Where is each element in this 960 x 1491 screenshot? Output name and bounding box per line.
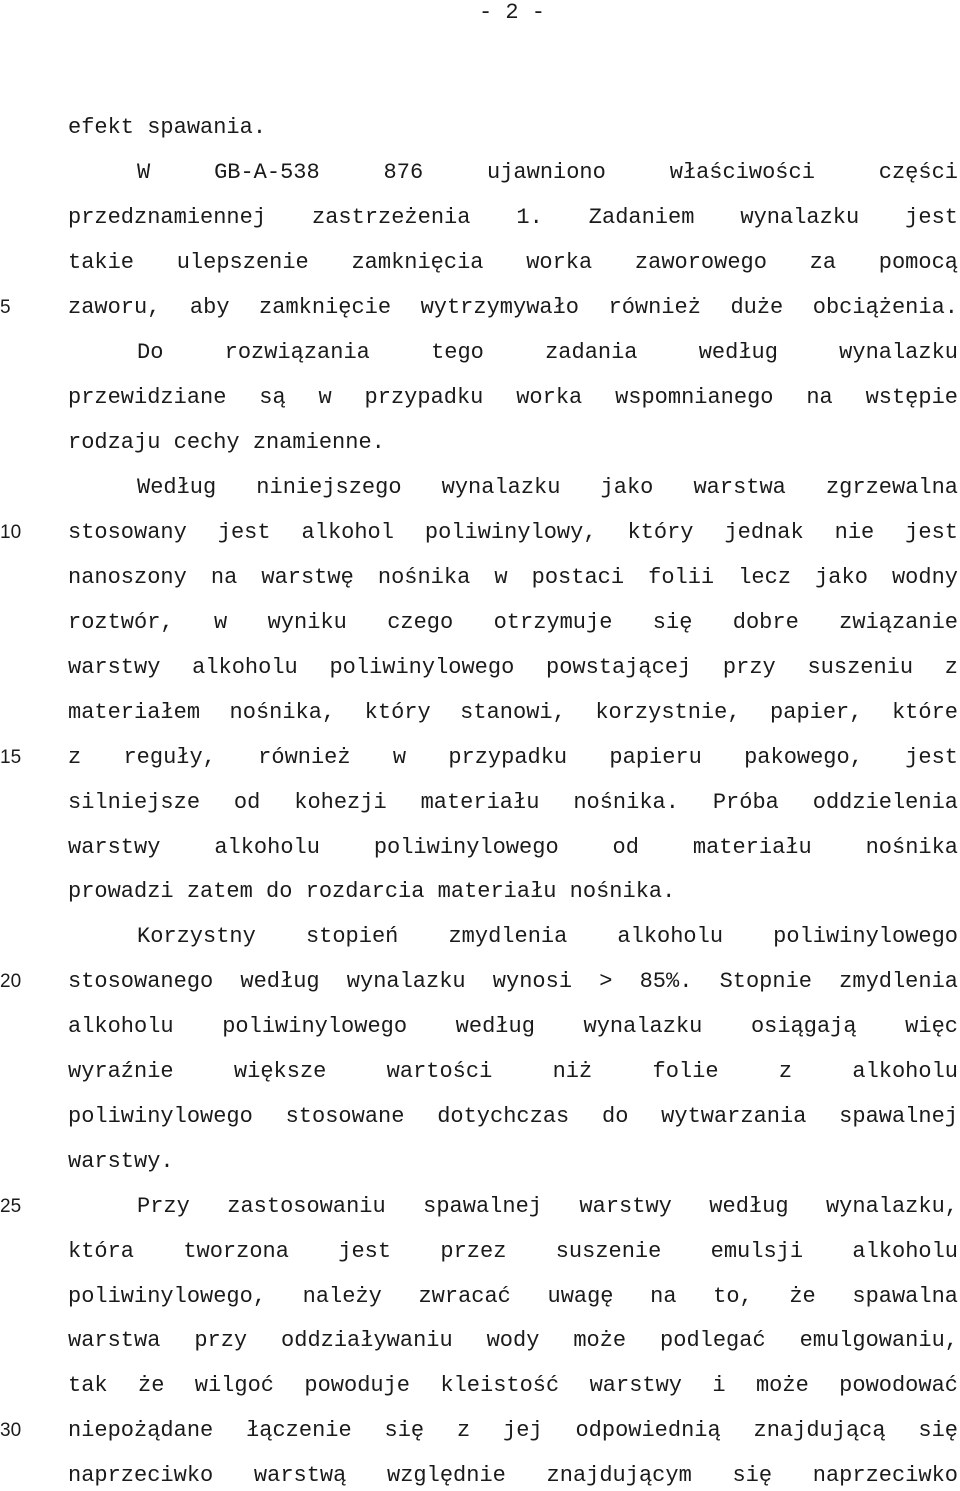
text-line: przewidziane są w przypadku worka wspomnianego na wstępie (68, 385, 958, 410)
text-line: Przy zastosowaniu spawalnej warstwy według wynalazku, (137, 1194, 958, 1219)
line-number: 25 (0, 1196, 22, 1217)
text-line: Według niniejszego wynalazku jako warstwa zgrzewalna (137, 475, 958, 500)
text-line: zaworu, aby zamknięcie wytrzymywało również duże obciążenia. (68, 295, 958, 320)
line-number: 5 (0, 297, 11, 318)
text-line: nanoszony na warstwę nośnika w postaci folii lecz jako wodny (68, 565, 958, 590)
text-line: niepożądane łączenie się z jej odpowiednią znajdującą się (68, 1418, 958, 1443)
text-line: naprzeciwko warstwą względnie znajdującym się naprzeciwko (68, 1463, 958, 1488)
text-line: W GB-A-538 876 ujawniono właściwości części (137, 160, 958, 185)
text-line: alkoholu poliwinylowego według wynalazku osiągają więc (68, 1014, 958, 1039)
text-line: warstwy. (68, 1149, 174, 1174)
text-line: prowadzi zatem do rozdarcia materiału nośnika. (68, 879, 676, 904)
text-line: przedznamiennej zastrzeżenia 1. Zadaniem wynalazku jest (68, 205, 958, 230)
text-line: z reguły, również w przypadku papieru pakowego, jest (68, 745, 958, 770)
line-number: 30 (0, 1420, 22, 1441)
page-number: - 2 - (478, 0, 545, 25)
text-line: stosowany jest alkohol poliwinylowy, który jednak nie jest (68, 520, 958, 545)
line-number: 15 (0, 747, 22, 768)
text-line: warstwy alkoholu poliwinylowego od materiału nośnika (68, 835, 958, 860)
text-line: roztwór, w wyniku czego otrzymuje się dobre związanie (68, 610, 958, 635)
text-line: efekt spawania. (68, 115, 267, 140)
text-line: takie ulepszenie zamknięcia worka zaworowego za pomocą (68, 250, 958, 275)
text-line: stosowanego według wynalazku wynosi > 85%. Stopnie zmydlenia (68, 969, 958, 994)
text-line: tak że wilgoć powoduje kleistość warstwy i może powodować (68, 1373, 958, 1398)
line-number: 20 (0, 971, 22, 992)
line-number: 10 (0, 522, 22, 543)
text-line: Korzystny stopień zmydlenia alkoholu poliwinylowego (137, 924, 958, 949)
text-line: poliwinylowego, należy zwracać uwagę na to, że spawalna (68, 1284, 958, 1309)
text-line: materiałem nośnika, który stanowi, korzystnie, papier, które (68, 700, 958, 725)
text-line: Do rozwiązania tego zadania według wynalazku (137, 340, 958, 365)
text-line: wyraźnie większe wartości niż folie z alkoholu (68, 1059, 958, 1084)
text-line: warstwy alkoholu poliwinylowego powstającej przy suszeniu z (68, 655, 958, 680)
text-line: poliwinylowego stosowane dotychczas do wytwarzania spawalnej (68, 1104, 958, 1129)
text-line: rodzaju cechy znamienne. (68, 430, 385, 455)
text-line: która tworzona jest przez suszenie emulsji alkoholu (68, 1239, 958, 1264)
text-line: silniejsze od kohezji materiału nośnika. Próba oddzielenia (68, 790, 958, 815)
text-line: warstwa przy oddziaływaniu wody może podlegać emulgowaniu, (68, 1328, 958, 1353)
